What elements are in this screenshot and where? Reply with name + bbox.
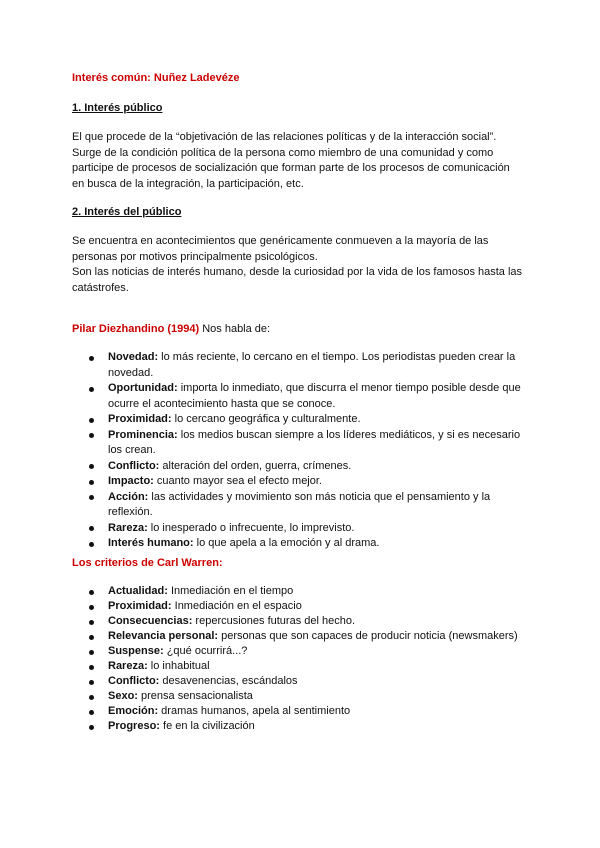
item-desc: personas que son capaces de producir noticia (newsmakers) [218, 630, 518, 642]
paragraph-line: El que procede de la “objetivación de las relaciones políticas y de la interacción social”. [72, 131, 497, 143]
list-item [72, 674, 532, 689]
item-term: Actualidad: [108, 585, 168, 597]
item-desc: Inmediación en el tiempo [167, 585, 294, 597]
bullet-icon [89, 495, 94, 500]
section1-heading: 1. Interés público [72, 102, 163, 114]
item-desc: lo cercano geográfica y culturalmente. [171, 413, 361, 425]
bullet-icon [89, 387, 94, 392]
bullet-icon [89, 433, 94, 438]
item-term: Impacto: [108, 475, 154, 487]
bullet-icon [89, 710, 94, 715]
item-desc: cuanto mayor sea el efecto mejor. [153, 475, 322, 487]
item-term: Novedad: [108, 351, 159, 363]
item-desc: Inmediación en el espacio [171, 600, 302, 612]
list-item [72, 584, 532, 599]
warren-heading: Los criterios de Carl Warren: [72, 557, 223, 569]
item-term: Relevancia personal: [108, 630, 219, 642]
item-term: Conflicto: [108, 459, 160, 472]
bullet-icon [89, 605, 94, 610]
pilar-intro [72, 322, 532, 338]
bullet-icon [89, 356, 94, 361]
item-desc: ¿qué ocurrirá...? [163, 645, 248, 657]
item-desc: repercusiones futuras del hecho. [192, 615, 356, 627]
item-desc: prensa sensacionalista [137, 690, 253, 702]
item-desc-cont: reflexión. [108, 506, 153, 518]
list-item [72, 689, 532, 704]
item-desc-cont: los crean. [108, 444, 156, 456]
bullet-icon [89, 480, 94, 485]
bullet-icon [89, 725, 94, 730]
paragraph-line: personas por motivos principalmente psicológicos. [72, 250, 318, 263]
item-desc: las actividades y movimiento son más noticia que el pensamiento y la [148, 490, 491, 503]
list-item [72, 614, 532, 629]
list-item [72, 599, 532, 614]
list-item [72, 659, 532, 674]
item-term: Suspense: [108, 645, 164, 657]
item-desc: desavenencias, escándalos [159, 675, 298, 687]
pilar-author: Pilar Diezhandino (1994) [72, 323, 200, 335]
item-term: Progreso: [108, 720, 160, 732]
item-term: Proximidad: [108, 413, 172, 425]
paragraph-line: catástrofes. [72, 281, 129, 294]
item-desc: alteración del orden, guerra, crímenes. [159, 459, 352, 472]
item-term: Interés humano: [108, 537, 194, 549]
list-item [72, 719, 532, 734]
paragraph-line: Surge de la condición política de la persona como miembro de una comunidad y como [72, 146, 494, 159]
item-desc: lo más reciente, lo cercano en el tiempo. Los periodistas pueden crear la [158, 351, 516, 363]
item-desc: los medios buscan siempre a los líderes mediáticos, y si es necesario [177, 428, 521, 441]
warren-criteria-list [72, 584, 532, 734]
list-item [72, 490, 532, 521]
item-desc: fe en la civilización [159, 720, 255, 732]
list-item [72, 704, 532, 719]
item-desc: lo inesperado o infrecuente, lo imprevisto. [147, 521, 355, 534]
bullet-icon [89, 542, 94, 547]
section1-paragraph [72, 130, 532, 192]
paragraph-line: Se encuentra en acontecimientos que genéricamente conmueven a la mayoría de las [72, 235, 489, 247]
item-desc: lo que apela a la emoción y al drama. [193, 537, 380, 549]
list-item [72, 536, 532, 552]
item-term: Proximidad: [108, 600, 172, 612]
item-desc: importa lo inmediato, que discurra el menor tiempo posible desde que [177, 382, 521, 394]
pilar-criteria-list [72, 350, 532, 552]
item-term: Emoción: [108, 705, 159, 717]
item-term: Oportunidad: [108, 382, 178, 394]
list-item [72, 474, 532, 490]
item-term: Sexo: [108, 690, 138, 702]
bullet-icon [89, 680, 94, 685]
item-term: Rareza: [108, 521, 148, 534]
bullet-icon [89, 526, 94, 531]
bullet-icon [89, 695, 94, 700]
bullet-icon [89, 665, 94, 670]
list-item [72, 350, 532, 381]
bullet-icon [89, 464, 94, 469]
item-term: Prominencia: [108, 428, 178, 441]
list-item [72, 459, 532, 475]
item-term: Consecuencias: [108, 615, 193, 627]
bullet-icon [89, 635, 94, 640]
bullet-icon [89, 590, 94, 595]
list-item [72, 412, 532, 428]
bullet-icon [89, 650, 94, 655]
item-desc: dramas humanos, apela al sentimiento [158, 705, 351, 717]
item-term: Acción: [108, 490, 149, 503]
section2-heading: 2. Interés del público [72, 206, 182, 218]
bullet-icon [89, 620, 94, 625]
pilar-intro-text: Nos habla de: [199, 323, 271, 335]
item-desc: lo inhabitual [147, 660, 210, 672]
paragraph-line: participe de procesos de socialización que forman parte de los procesos de comunicación [72, 162, 510, 174]
list-item [72, 381, 532, 412]
list-item [72, 644, 532, 659]
section2-paragraph [72, 234, 532, 296]
item-term: Rareza: [108, 660, 148, 672]
list-item [72, 521, 532, 537]
bullet-icon [89, 418, 94, 423]
paragraph-line: en busca de la integración, la participación, etc. [72, 177, 304, 190]
document-title: Interés común: Nuñez Ladevéze [72, 72, 240, 84]
item-term: Conflicto: [108, 675, 160, 687]
list-item [72, 428, 532, 459]
item-desc-cont: novedad. [108, 366, 154, 379]
paragraph-line: Son las noticias de interés humano, desde la curiosidad por la vida de los famosos hasta las [72, 266, 523, 278]
item-desc-cont: ocurre el acontecimiento hasta que se conoce. [108, 397, 336, 410]
list-item [72, 629, 532, 644]
